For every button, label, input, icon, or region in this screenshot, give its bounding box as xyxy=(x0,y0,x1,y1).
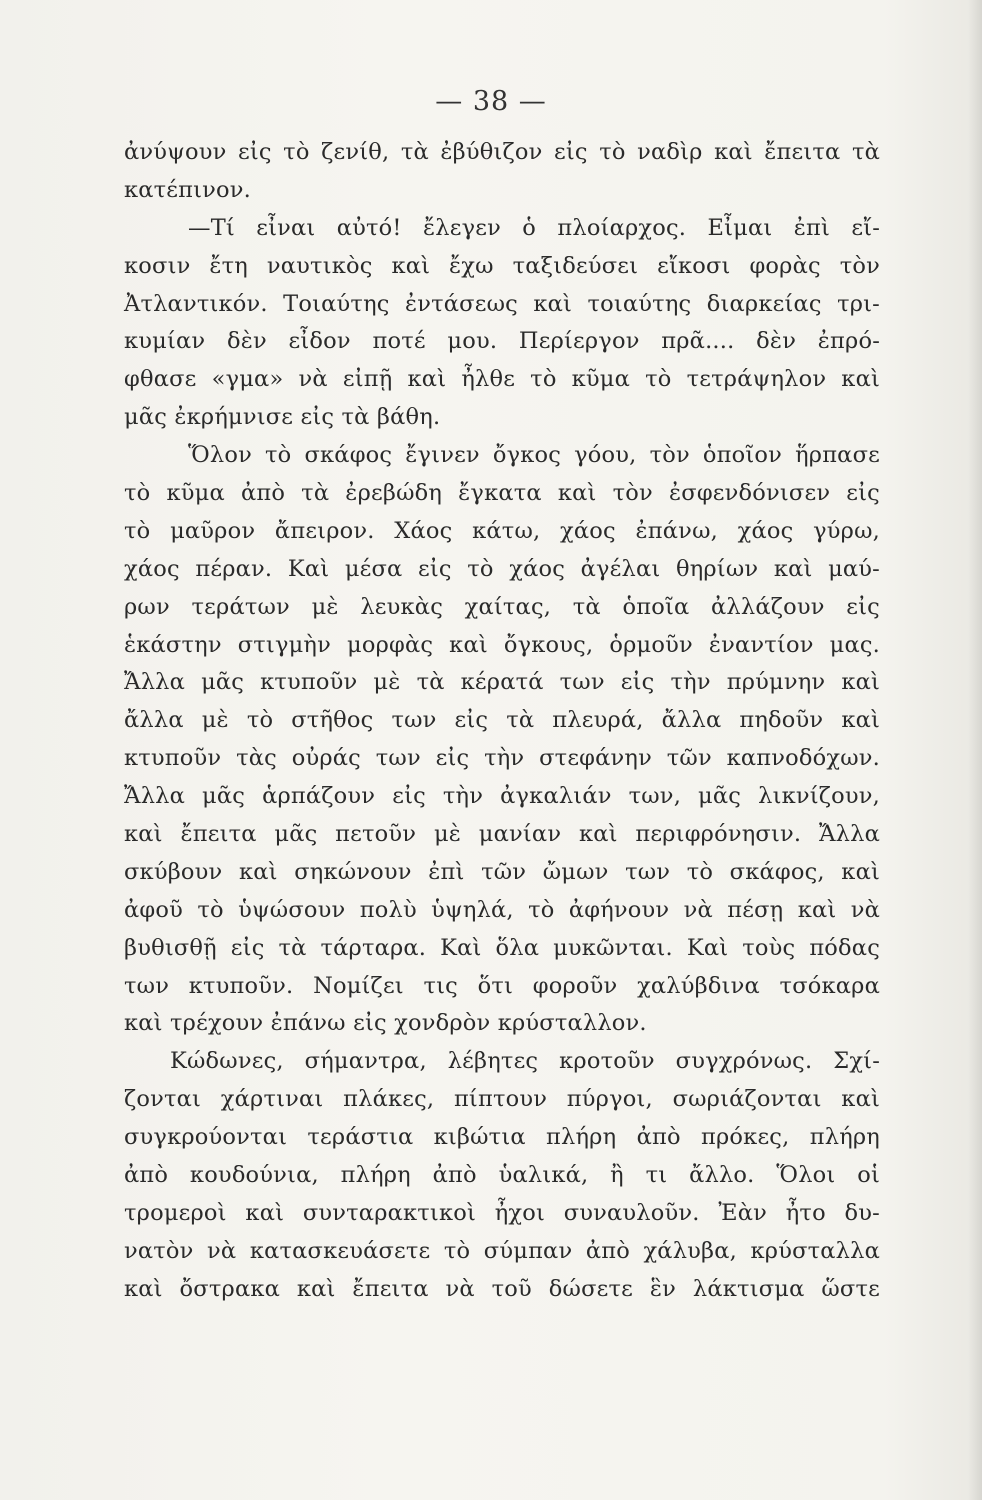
text-line: καὶ τρέχουν ἐπάνω εἰς χονδρὸν κρύσταλλον. xyxy=(124,1010,647,1037)
text-line: κοσιν ἔτη ναυτικὸς καὶ ἔχω ταξιδεύσει εἴκοσι φορὰς τὸν xyxy=(124,252,880,279)
text-line: σκύβουν καὶ σηκώνουν ἐπὶ τῶν ὤμων των τὸ σκάφος, καὶ xyxy=(124,858,880,885)
text-line: κυμίαν δὲν εἶδον ποτέ μου. Περίεργον πρᾶ.... δὲν ἐπρό- xyxy=(124,328,880,355)
text-line: Ἄλλα μᾶς ἁρπάζουν εἰς τὴν ἀγκαλιάν των, μᾶς λικνίζουν, xyxy=(124,783,880,810)
body-text xyxy=(124,134,880,1309)
page-edge-shadow xyxy=(968,0,982,1500)
text-line: Ὅλον τὸ σκάφος ἔγινεν ὄγκος γόου, τὸν ὁποῖον ἥρπασε xyxy=(188,442,880,469)
text-line: φθασε «γμα» νὰ εἰπῇ καὶ ἦλθε τὸ κῦμα τὸ τετράψηλον καὶ xyxy=(124,366,880,393)
text-line: τὸ μαῦρον ἄπειρον. Χάος κάτω, χάος ἐπάνω, χάος γύρω, xyxy=(124,517,880,544)
text-line: χάος πέραν. Καὶ μέσα εἰς τὸ χάος ἀγέλαι θηρίων καὶ μαύ- xyxy=(124,555,880,582)
text-line: συγκρούονται τεράστια κιβώτια πλήρη ἀπὸ πρόκες, πλήρη xyxy=(124,1124,880,1151)
text-line: ρων τεράτων μὲ λευκὰς χαίτας, τὰ ὁποῖα ἀλλάζουν εἰς xyxy=(124,593,880,620)
text-line: καὶ ἔπειτα μᾶς πετοῦν μὲ μανίαν καὶ περιφρόνησιν. Ἄλλα xyxy=(124,821,880,848)
text-line: ἄλλα μὲ τὸ στῆθος των εἰς τὰ πλευρά, ἄλλα πηδοῦν καὶ xyxy=(124,707,880,734)
text-line: ζονται χάρτιναι πλάκες, πίπτουν πύργοι, σωριάζονται καὶ xyxy=(124,1086,880,1113)
text-line: τὸ κῦμα ἀπὸ τὰ ἐρεβώδη ἔγκατα καὶ τὸν ἐσφενδόνισεν εἰς xyxy=(124,480,880,507)
text-line: βυθισθῇ εἰς τὰ τάρταρα. Καὶ ὅλα μυκῶνται. Καὶ τοὺς πόδας xyxy=(124,934,880,961)
text-line: μᾶς ἐκρήμνισε εἰς τὰ βάθη. xyxy=(124,404,441,431)
text-line: κτυποῦν τὰς οὐράς των εἰς τὴν στεφάνην τῶν καπνοδόχων. xyxy=(124,745,880,772)
text-line: ἑκάστην στιγμὴν μορφὰς καὶ ὄγκους, ὁρμοῦν ἐναντίον μας. xyxy=(124,631,880,658)
text-line: ἀφοῦ τὸ ὑψώσουν πολὺ ὑψηλά, τὸ ἀφήνουν νὰ πέσῃ καὶ νὰ xyxy=(124,896,880,923)
text-line: —Τί εἶναι αὐτό! ἔλεγεν ὁ πλοίαρχος. Εἶμαι ἐπὶ εἴ- xyxy=(188,214,880,241)
text-line: ἀνύψουν εἰς τὸ ζενίθ, τὰ ἐβύθιζον εἰς τὸ ναδὶρ καὶ ἔπειτα τὰ xyxy=(124,139,880,165)
text-line: νατὸν νὰ κατασκευάσετε τὸ σύμπαν ἀπὸ χάλυβα, κρύσταλλα xyxy=(124,1237,880,1264)
text-line: Κώδωνες, σήμαντρα, λέβητες κροτοῦν συγχρόνως. Σχί- xyxy=(170,1048,880,1075)
text-line: των κτυποῦν. Νομίζει τις ὅτι φοροῦν χαλύβδινα τσόκαρα xyxy=(124,972,880,999)
text-line: κατέπινον. xyxy=(124,176,252,203)
text-line: Ἀτλαντικόν. Τοιαύτης ἐντάσεως καὶ τοιαύτης διαρκείας τρι- xyxy=(124,290,880,317)
page-number: — 38 — xyxy=(435,86,547,117)
text-line: καὶ ὄστρακα καὶ ἔπειτα νὰ τοῦ δώσετε ἓν λάκτισμα ὥστε xyxy=(124,1275,880,1302)
text-line: Ἄλλα μᾶς κτυποῦν μὲ τὰ κέρατά των εἰς τὴν πρύμνην καὶ xyxy=(124,669,880,696)
text-line: τρομεροὶ καὶ συνταρακτικοὶ ἦχοι συναυλοῦν. Ἐὰν ἦτο δυ- xyxy=(124,1199,880,1226)
text-line: ἀπὸ κουδούνια, πλήρη ἀπὸ ὑαλικά, ἢ τι ἄλλο. Ὅλοι οἱ xyxy=(124,1162,880,1189)
